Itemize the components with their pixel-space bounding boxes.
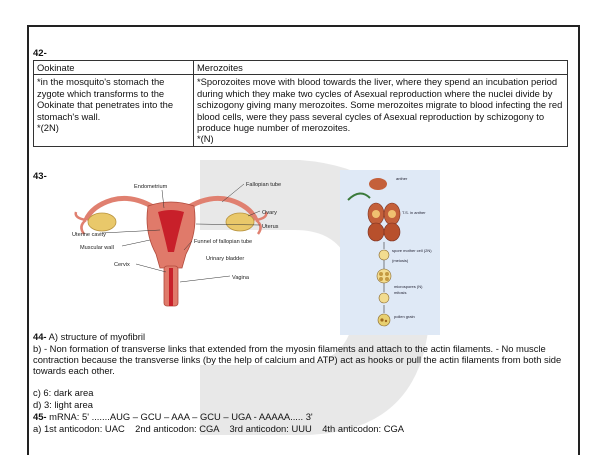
- merozoites-text: *Sporozoites move with blood towards the liver, where they spend an incubation period during which they make two cycles of Asexual reproduction where the nuclei divide by schizogony giving many merozoites. Some merozoites migrate to blood infecting the red blood cells, were they pass several cycles of Asexual reproduction by schizogony to produce huge number of merozoites.: [197, 76, 563, 134]
- label-spore-mother: spore mother cell (2N): [392, 248, 432, 253]
- question-45-number: 45-: [33, 411, 47, 422]
- merozoites-note: *(N): [197, 133, 214, 145]
- right-ovary: [226, 213, 254, 231]
- question-43-number: 43-: [33, 171, 47, 182]
- question-45-line: [33, 411, 573, 422]
- question-44-line-a: [33, 331, 573, 342]
- q44-part-a: A) structure of myofibril: [46, 331, 146, 342]
- q45-anticodons: a) 1st anticodon: UAC 2nd anticodon: CGA 3rd anticodon: UUU 4th anticodon: CGA: [33, 423, 405, 434]
- label-anther: anther: [396, 176, 408, 181]
- microspore-tetrad: [377, 269, 391, 283]
- label-cervix: Cervix: [114, 262, 130, 268]
- label-pollen-grain: pollen grain: [394, 314, 415, 319]
- label-ovary: Ovary: [262, 210, 277, 216]
- label-fallopian-tube: Fallopian tube: [246, 182, 282, 188]
- label-ts-anther: T.S. in anther: [402, 210, 426, 215]
- spore-mother-cell: [379, 250, 389, 260]
- table-header-merozoites: Merozoites: [194, 61, 568, 75]
- anther-pollen-diagram: [340, 170, 440, 335]
- ookinate-text: *in the mosquito's stomach the zygote which transforms to the Ookinate that penetrates into the stomach's wall.: [37, 76, 174, 122]
- female-reproductive-diagram: [72, 172, 290, 310]
- q44-part-b: b) - Non formation of transverse links that extended from the myosin filaments and attach to the actin filaments. - No muscle contraction because the transverse links (by the help of calcium and ATP) act as hooks or pull the actin filaments from both side towards each other.: [33, 343, 562, 377]
- ookinate-note: *(2N): [37, 122, 59, 134]
- label-endometrium: Endometrium: [134, 184, 168, 190]
- label-microspores: microspores (N): [394, 284, 423, 289]
- label-uterine-cavity: Uterine cavity: [72, 232, 106, 238]
- label-funnel: Funnel of fallopian tube: [194, 239, 253, 245]
- microspore: [379, 293, 389, 303]
- label-mitosis: mitosis: [394, 290, 407, 295]
- q45-mrna: mRNA: 5' .......AUG – GCU – AAA – GCU – UGA - AAAAA..... 3': [46, 411, 313, 422]
- label-urinary-bladder: Urinary bladder: [206, 256, 245, 262]
- anther-shape: [369, 178, 387, 190]
- label-muscular-wall: Muscular wall: [80, 245, 114, 251]
- cervical-canal: [169, 268, 173, 306]
- q44-part-c: c) 6: dark area: [33, 387, 94, 398]
- label-uterus: Uterus: [262, 224, 279, 230]
- ookinate-cell: [34, 75, 194, 146]
- left-ovary: [88, 213, 116, 231]
- merozoites-cell: [194, 75, 568, 146]
- question-44-number: 44-: [33, 331, 47, 342]
- q44-part-d: d) 3: light area: [33, 399, 93, 410]
- left-funnel: [76, 212, 86, 234]
- label-meiosis: (meiosis): [392, 258, 409, 263]
- ookinate-merozoites-table: [33, 60, 568, 147]
- question-42-number: 42-: [33, 48, 47, 59]
- label-vagina: Vagina: [232, 275, 250, 281]
- pollen-grain-shape: [378, 314, 390, 326]
- table-header-ookinate: Ookinate: [34, 61, 194, 75]
